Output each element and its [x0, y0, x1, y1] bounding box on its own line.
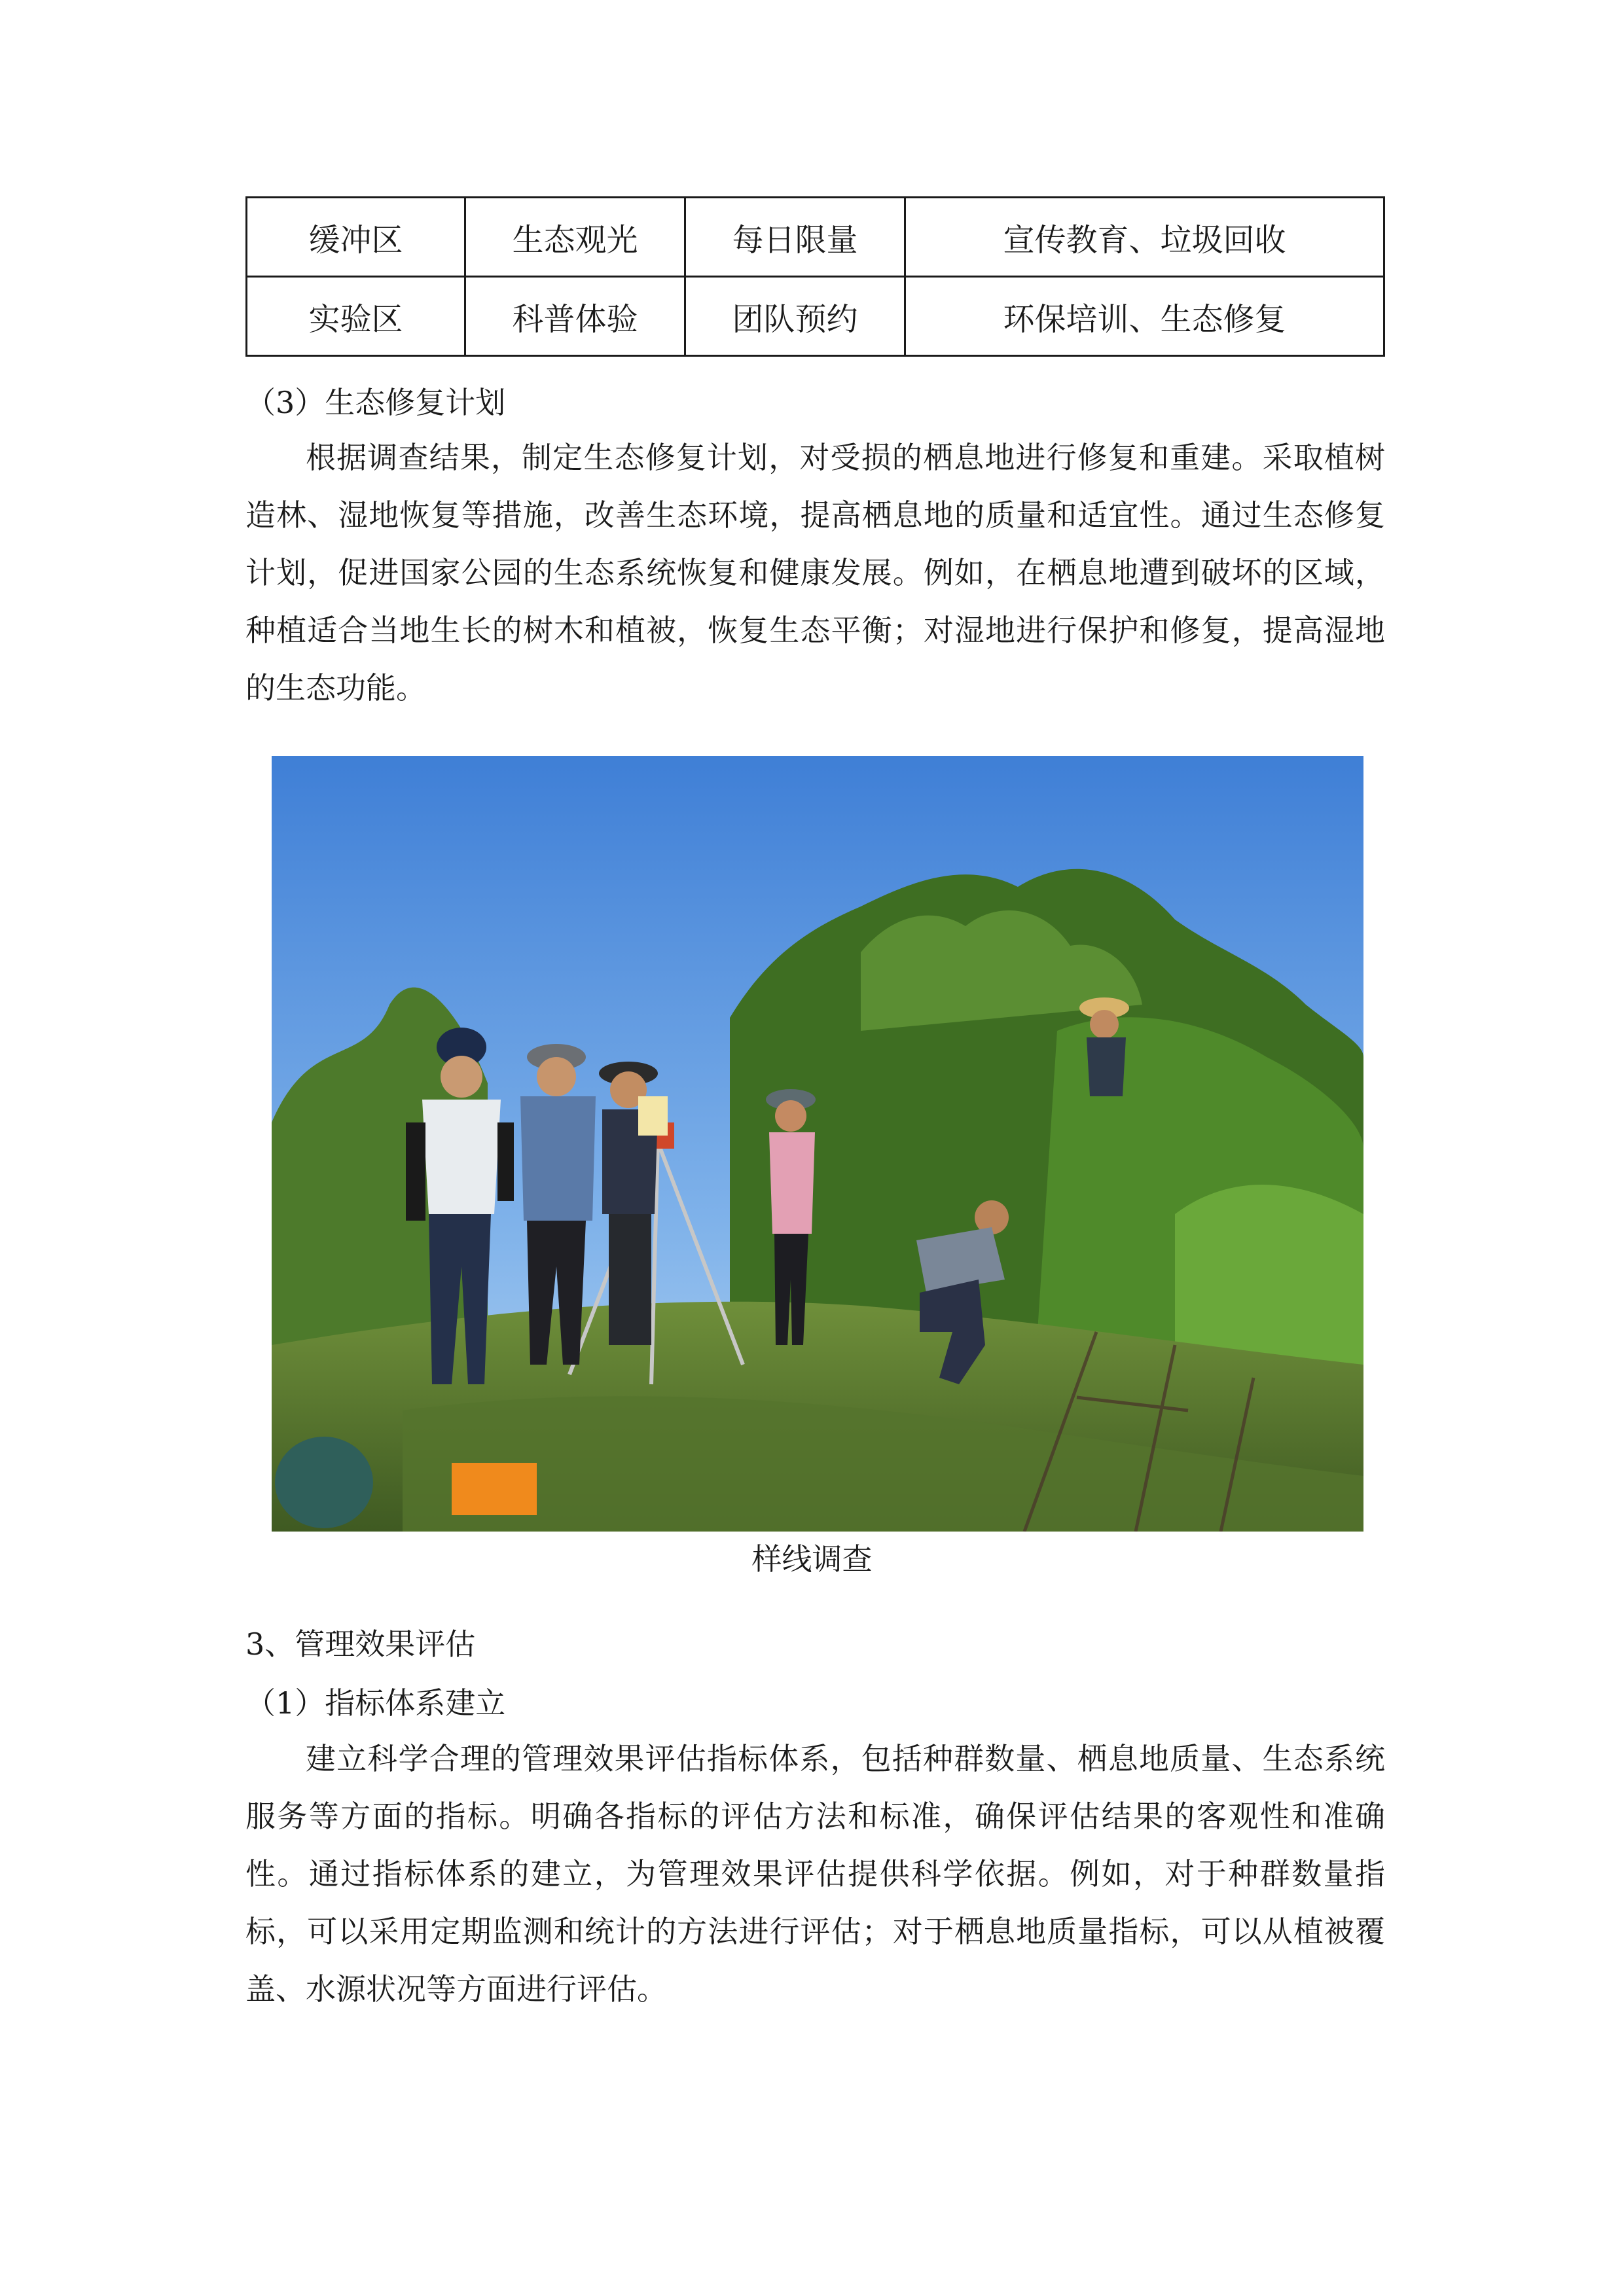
paragraph-ecological-restoration: 根据调查结果，制定生态修复计划，对受损的栖息地进行修复和重建。采取植树造林、湿地恢复等措施，改善生态环境，提高栖息地的质量和适宜性。通过生态修复计划，促进国家公园的生态系统恢复和健康发展。例如，在栖息地遭到破坏的区域，种植适合当地生长的树木和植被，恢复生态平衡；对湿地进行保护和修复，提高湿地的生态功能。	[245, 440, 1385, 706]
table-cell: 团队预约	[685, 277, 905, 356]
table-cell: 实验区	[247, 277, 465, 356]
zone-table	[245, 196, 1385, 357]
figure-caption: 样线调查	[751, 1541, 873, 1577]
table-cell: 每日限量	[685, 198, 905, 277]
table-cell: 生态观光	[465, 198, 685, 277]
sub-heading-indicator-system: （1）指标体系建立	[245, 1685, 506, 1721]
survey-photo	[272, 756, 1363, 1532]
table-row	[247, 277, 1384, 356]
section-heading-evaluation: 3、管理效果评估	[245, 1626, 476, 1662]
table-cell: 环保培训、生态修复	[905, 277, 1384, 356]
table-cell: 宣传教育、垃圾回收	[905, 198, 1384, 277]
section-heading-ecological-restoration: （3）生态修复计划	[245, 385, 506, 420]
table-cell: 缓冲区	[247, 198, 465, 277]
paragraph-indicator-system: 建立科学合理的管理效果评估指标体系，包括种群数量、栖息地质量、生态系统服务等方面的指标。明确各指标的评估方法和标准，确保评估结果的客观性和准确性。通过指标体系的建立，为管理效果评估提供科学依据。例如，对于种群数量指标，可以采用定期监测和统计的方法进行评估；对于栖息地质量指标，可以从植被覆盖、水源状况等方面进行评估。	[245, 1741, 1385, 2007]
table-cell: 科普体验	[465, 277, 685, 356]
table-row	[247, 198, 1384, 277]
